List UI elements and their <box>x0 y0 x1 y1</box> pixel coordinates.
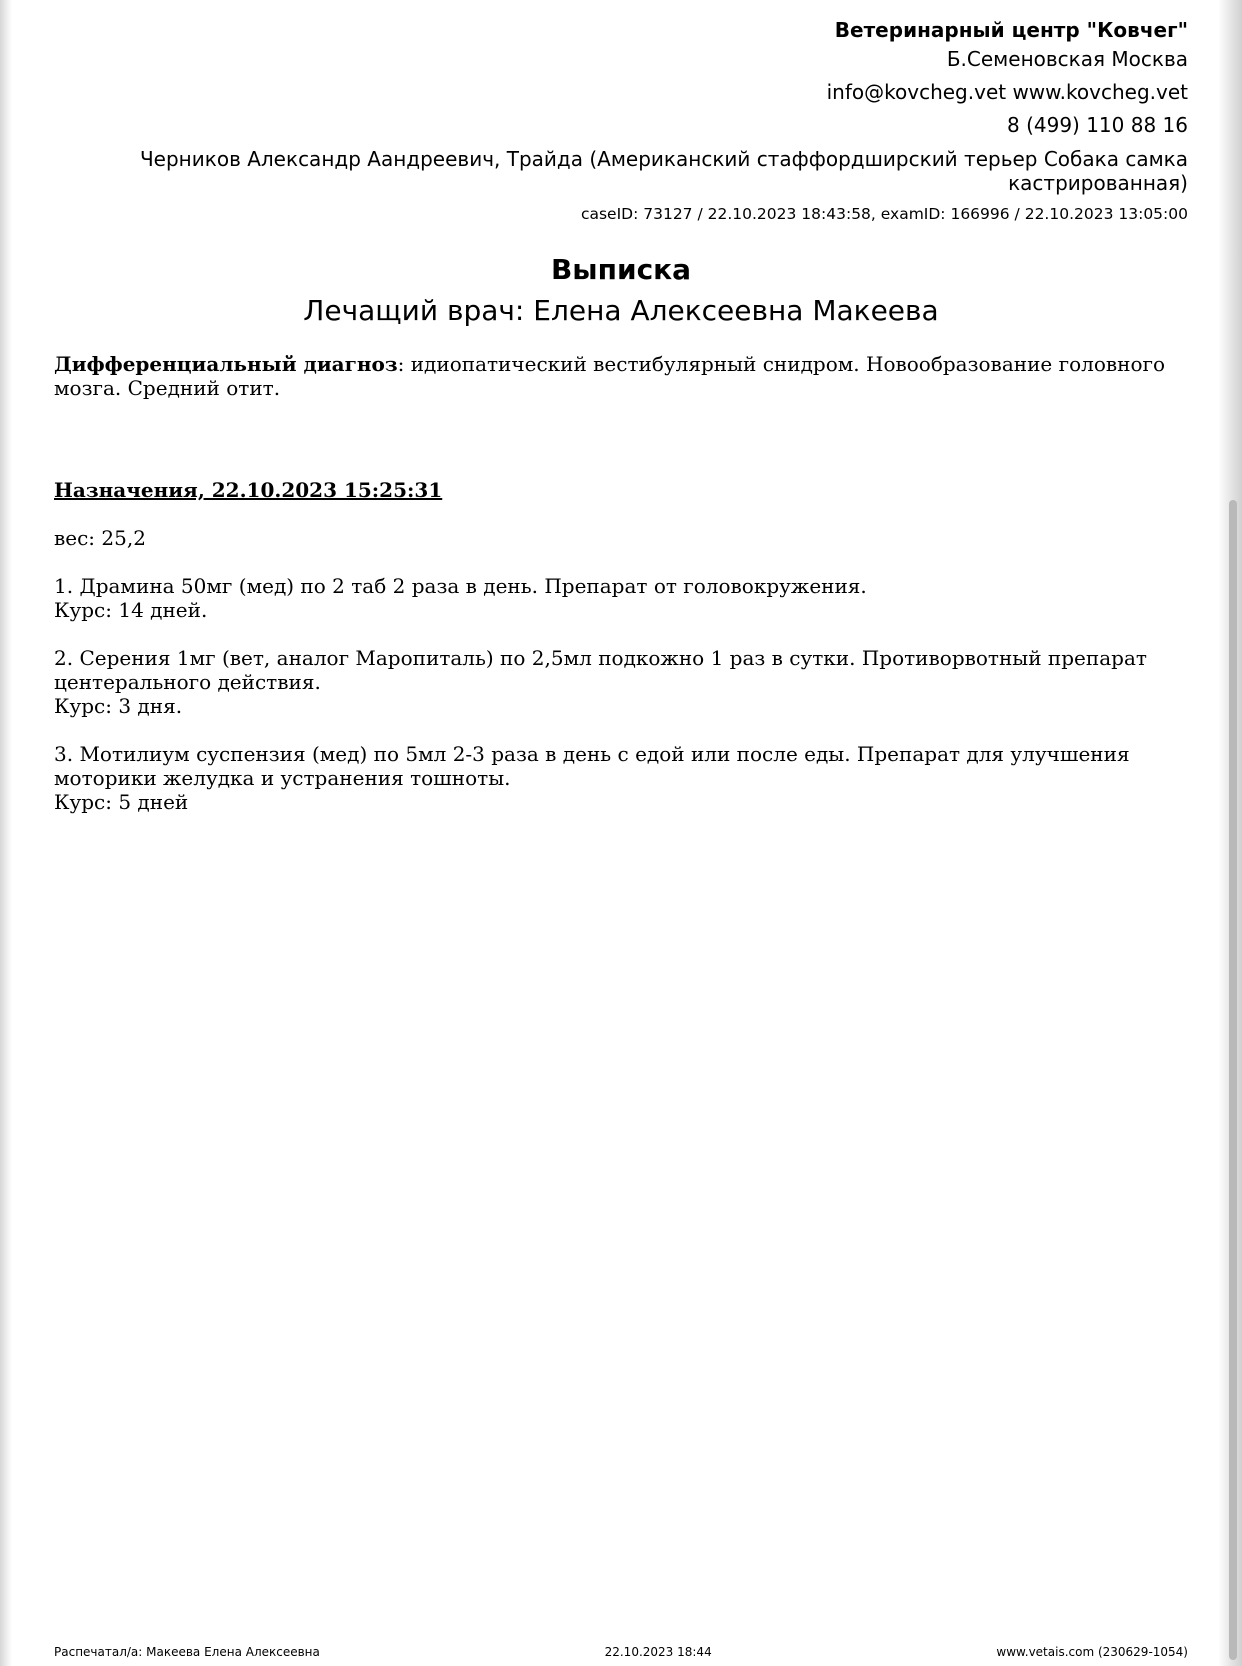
attending-doctor: Лечащий врач: Елена Алексеевна Макеева <box>303 294 939 327</box>
patient-line-1: Черников Александр Аандреевич, Трайда (Американский стаффордширский терьер Собака самка <box>139 147 1188 171</box>
page-footer <box>54 1645 1188 1659</box>
diagnosis-text: : идиопатический вестибулярный снидром. Новообразование головного мозга. Средний отит. <box>54 352 1166 400</box>
clinic-phone: 8 (499) 110 88 16 <box>1006 113 1188 137</box>
scrollbar[interactable] <box>1229 500 1237 1660</box>
software-info: www.vetais.com (230629-1054) <box>996 1645 1188 1659</box>
document-title: Выписка <box>550 253 692 286</box>
prescription-text: 3. Мотилиум суспензия (мед) по 5мл 2-3 раза в день с едой или после еды. Препарат для улучшения моторики желудка и устранения тошноты. <box>54 742 1130 790</box>
diagnosis-label: Дифференциальный диагноз <box>54 352 398 376</box>
patient-info <box>54 147 1188 195</box>
prescription-course: Курс: 5 дней <box>54 790 189 814</box>
printed-at: 22.10.2023 18:44 <box>604 1645 712 1659</box>
clinic-address: Б.Семеновская Москва <box>946 47 1188 71</box>
case-exam-ids: caseID: 73127 / 22.10.2023 18:43:58, examID: 166996 / 22.10.2023 13:05:00 <box>580 205 1188 223</box>
prescription-item <box>54 574 1188 622</box>
page-shadow-left <box>0 0 12 1666</box>
document-page <box>54 0 1188 1666</box>
prescriptions-heading: Назначения, 22.10.2023 15:25:31 <box>54 478 443 502</box>
patient-weight: вес: 25,2 <box>54 526 146 550</box>
clinic-name: Ветеринарный центр "Ковчег" <box>834 18 1188 42</box>
prescription-item <box>54 742 1188 814</box>
prescription-item <box>54 646 1188 718</box>
patient-line-2: кастрированная) <box>1008 171 1188 195</box>
prescription-course: Курс: 3 дня. <box>54 694 183 718</box>
clinic-header <box>54 0 1188 225</box>
diagnosis <box>54 352 1188 400</box>
printed-by: Распечатал/а: Макеева Елена Алексеевна <box>54 1645 320 1659</box>
prescription-text: 1. Драмина 50мг (мед) по 2 таб 2 раза в день. Препарат от головокружения. <box>54 574 867 598</box>
clinic-contacts: info@kovcheg.vet www.kovcheg.vet <box>826 80 1188 104</box>
prescription-text: 2. Серения 1мг (вет, аналог Маропиталь) по 2,5мл подкожно 1 раз в сутки. Противорвотный препарат центерального действия. <box>54 646 1147 694</box>
prescription-course: Курс: 14 дней. <box>54 598 208 622</box>
